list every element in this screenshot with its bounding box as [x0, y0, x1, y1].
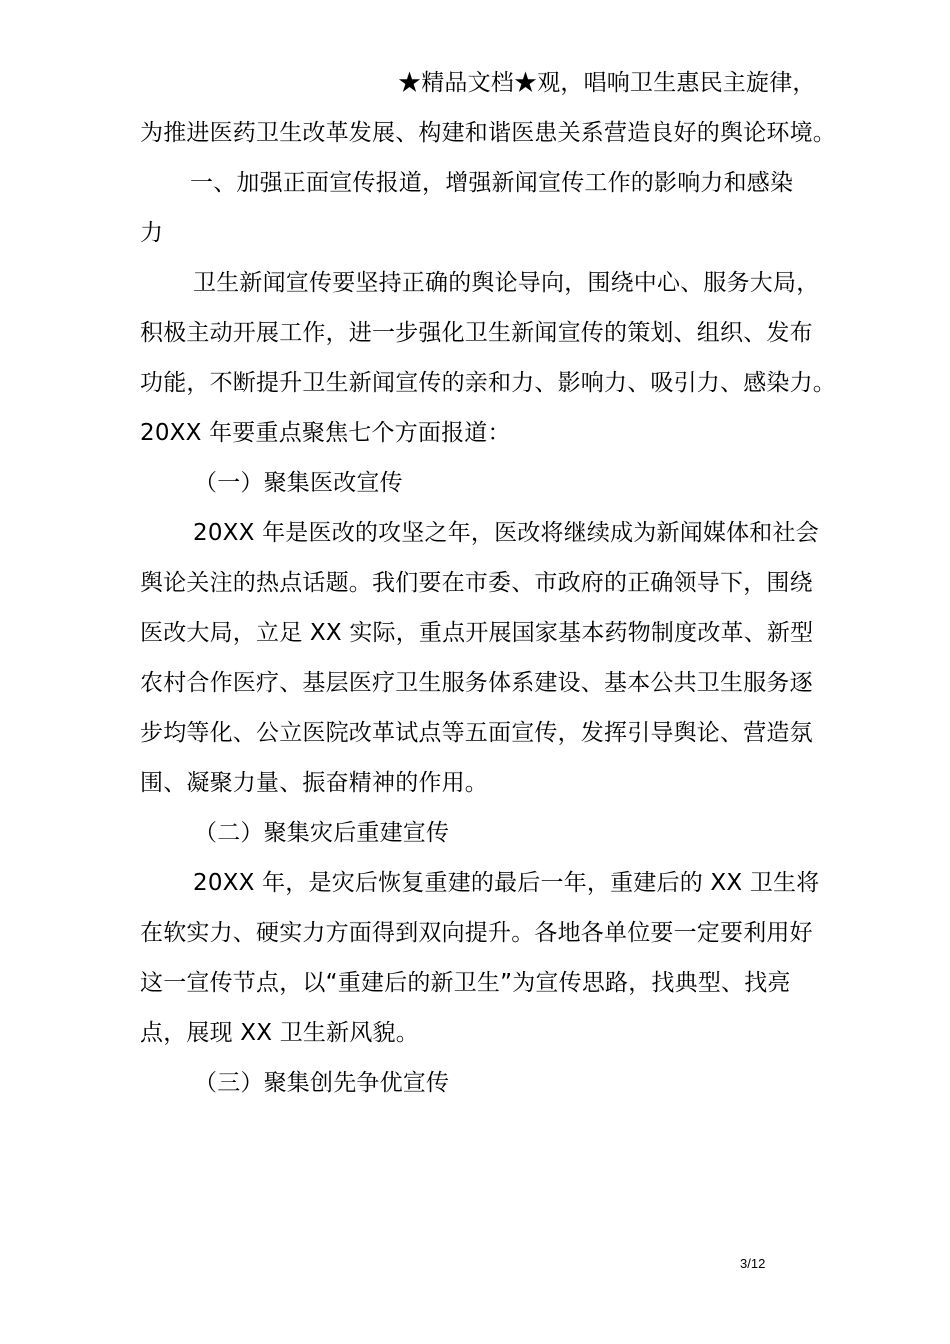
paragraph-line: 20XX 年要重点聚焦七个方面报道：	[140, 420, 511, 446]
body-line: 为推进医药卫生改革发展、构建和谐医患关系营造良好的舆论环境。	[140, 120, 836, 146]
section-heading-wrap: 力	[140, 220, 164, 246]
paragraph-line: 积极主动开展工作，进一步强化卫生新闻宣传的策划、组织、发布	[140, 320, 813, 346]
subsection-heading: （二）聚集灾后重建宣传	[194, 820, 450, 846]
paragraph-line: 功能，不断提升卫生新闻宣传的亲和力、影响力、吸引力、感染力。	[140, 370, 836, 396]
paragraph-line: 20XX 年，是灾后恢复重建的最后一年，重建后的 XX 卫生将	[193, 870, 820, 896]
header-line	[398, 68, 816, 98]
subsection-heading: （一）聚集医改宣传	[194, 470, 403, 496]
paragraph-line: 医改大局，立足 XX 实际，重点开展国家基本药物制度改革、新型	[140, 620, 814, 646]
continuation-text: 观，唱响卫生惠民主旋律，	[537, 70, 816, 96]
watermark-text: ★精品文档★	[398, 70, 538, 96]
paragraph-line: 点，展现 XX 卫生新风貌。	[140, 1020, 419, 1046]
subsection-heading: （三）聚集创先争优宣传	[194, 1070, 450, 1096]
paragraph-line: 20XX 年是医改的攻坚之年，医改将继续成为新闻媒体和社会	[193, 520, 819, 546]
paragraph-line: 在软实力、硬实力方面得到双向提升。各地各单位要一定要利用好	[140, 920, 813, 946]
paragraph-line: 舆论关注的热点话题。我们要在市委、市政府的正确领导下，围绕	[140, 570, 813, 596]
paragraph-line: 围、凝聚力量、振奋精神的作用。	[140, 770, 488, 796]
paragraph-line: 卫生新闻宣传要坚持正确的舆论导向，围绕中心、服务大局，	[193, 270, 820, 296]
paragraph-line: 步均等化、公立医院改革试点等五面宣传，发挥引导舆论、营造氛	[140, 720, 813, 746]
paragraph-line: 农村合作医疗、基层医疗卫生服务体系建设、基本公共卫生服务逐	[140, 670, 813, 696]
paragraph-line: 这一宣传节点，以“重建后的新卫生”为宣传思路，找典型、找亮	[140, 970, 791, 996]
page-number: 3/12	[740, 1256, 766, 1271]
section-heading: 一、加强正面宣传报道，增强新闻宣传工作的影响力和感染	[190, 170, 794, 196]
